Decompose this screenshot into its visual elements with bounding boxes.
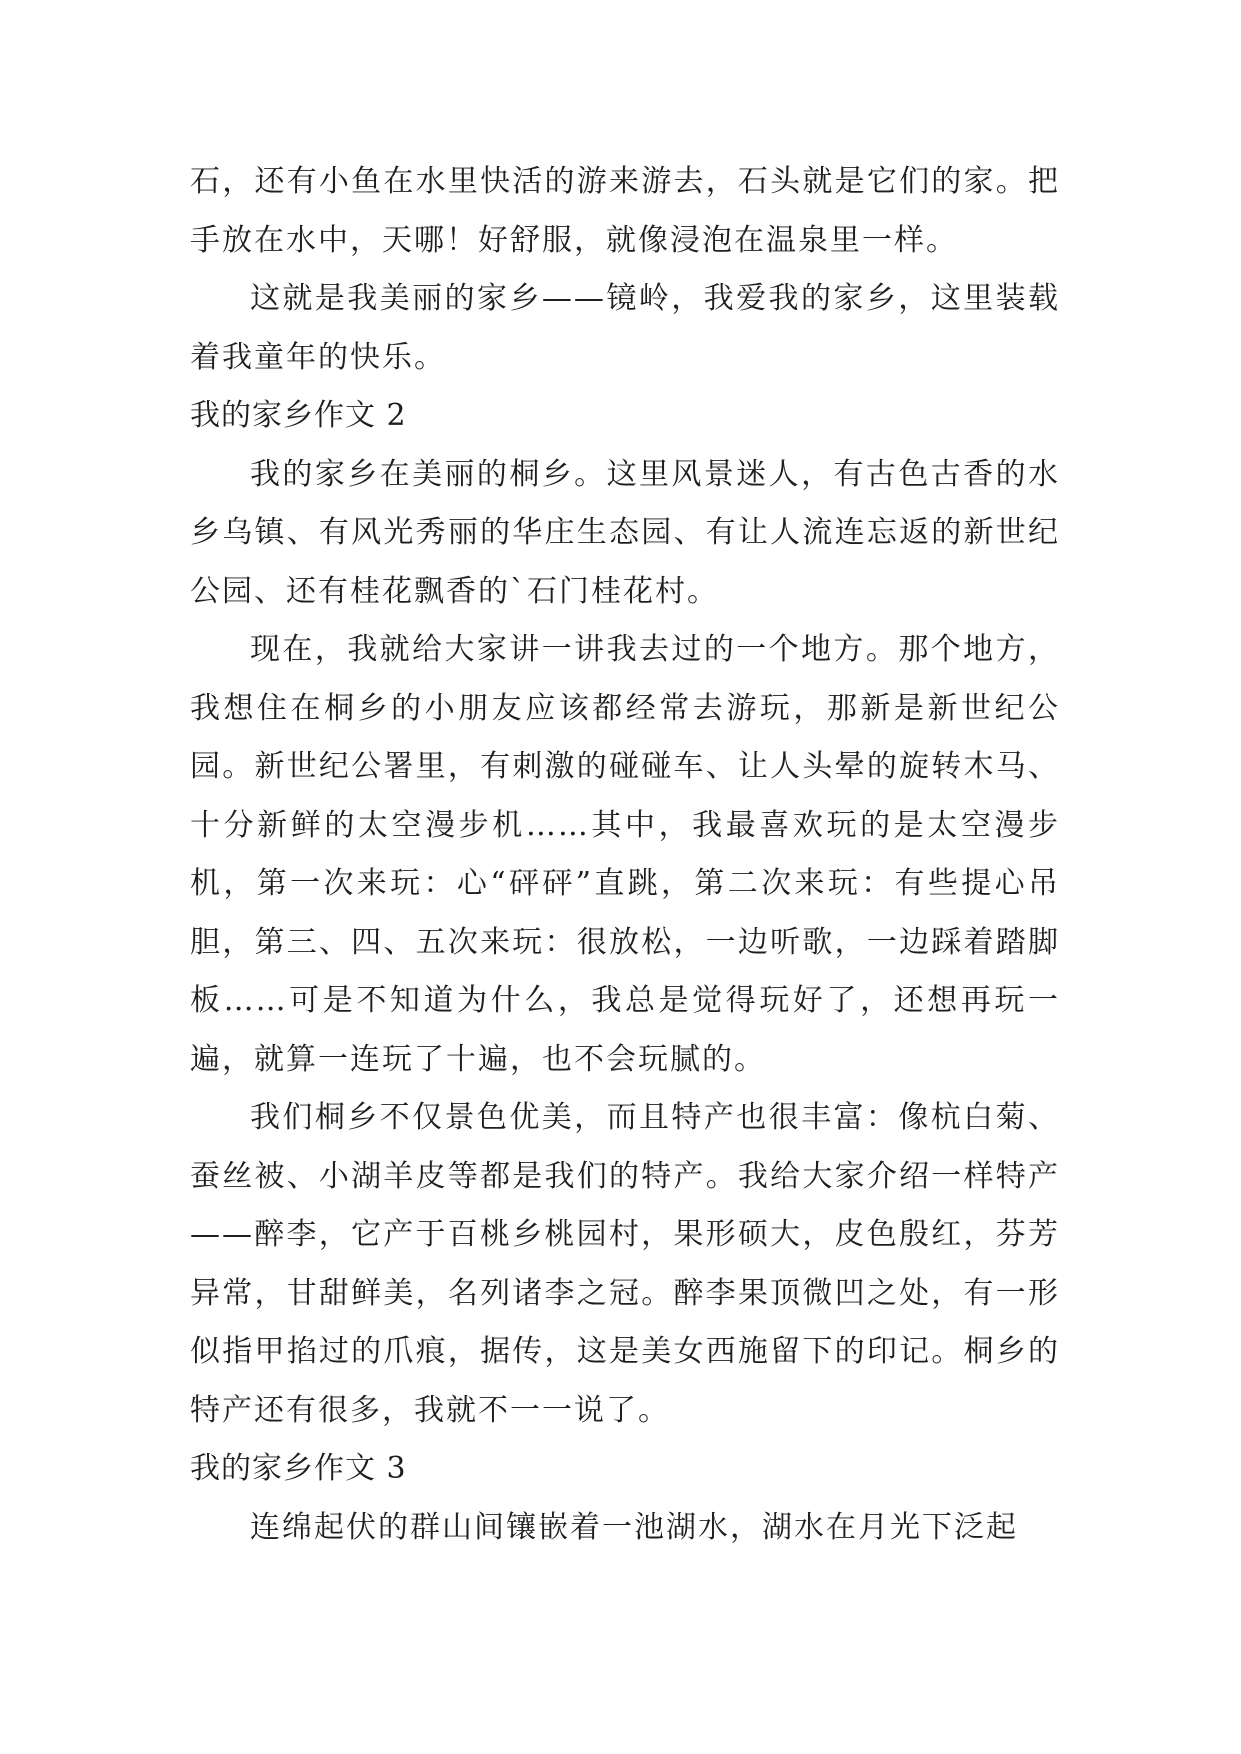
essay-heading-3: 我的家乡作文 3 — [190, 1451, 407, 1486]
paragraph-continued: 石，还有小鱼在水里快活的游来游去，石头就是它们的家。把手放在水中，天哪！好舒服，就像浸泡在温泉里一样。 — [190, 164, 1060, 258]
document-body — [190, 153, 1060, 1557]
paragraph-local-specialties: 我们桐乡不仅景色优美，而且特产也很丰富：像杭白菊、蚕丝被、小湖羊皮等都是我们的特产。我给大家介绍一样特产——醉李，它产于百桃乡桃园村，果形硕大，皮色殷红，芬芳异常，甘甜鲜美，名列诸李之冠。醉李果顶微凹之处，有一形似指甲掐过的爪痕，据传，这是美女西施留下的印记。桐乡的特产还有很多，我就不一一说了。 — [190, 1100, 1060, 1428]
paragraph-tongxiang-intro: 我的家乡在美丽的桐乡。这里风景迷人，有古色古香的水乡乌镇、有风光秀丽的华庄生态园、有让人流连忘返的新世纪公园、还有桂花飘香的`石门桂花村。 — [190, 456, 1060, 609]
paragraph-mountain-lake: 连绵起伏的群山间镶嵌着一池湖水，湖水在月光下泛起 — [250, 1509, 1018, 1545]
essay-heading-2: 我的家乡作文 2 — [190, 398, 407, 433]
paragraph-jingling-conclusion: 这就是我美丽的家乡——镜岭，我爱我的家乡，这里装载着我童年的快乐。 — [190, 281, 1060, 375]
paragraph-new-century-park: 现在，我就给大家讲一讲我去过的一个地方。那个地方，我想住在桐乡的小朋友应该都经常去游玩，那新是新世纪公园。新世纪公署里，有刺激的碰碰车、让人头晕的旋转木马、十分新鲜的太空漫步机……其中，我最喜欢玩的是太空漫步机，第一次来玩：心“砰砰”直跳，第二次来玩：有些提心吊胆，第三、四、五次来玩：很放松，一边听歌，一边踩着踏脚板……可是不知道为什么，我总是觉得玩好了，还想再玩一遍，就算一连玩了十遍，也不会玩腻的。 — [190, 632, 1060, 1077]
